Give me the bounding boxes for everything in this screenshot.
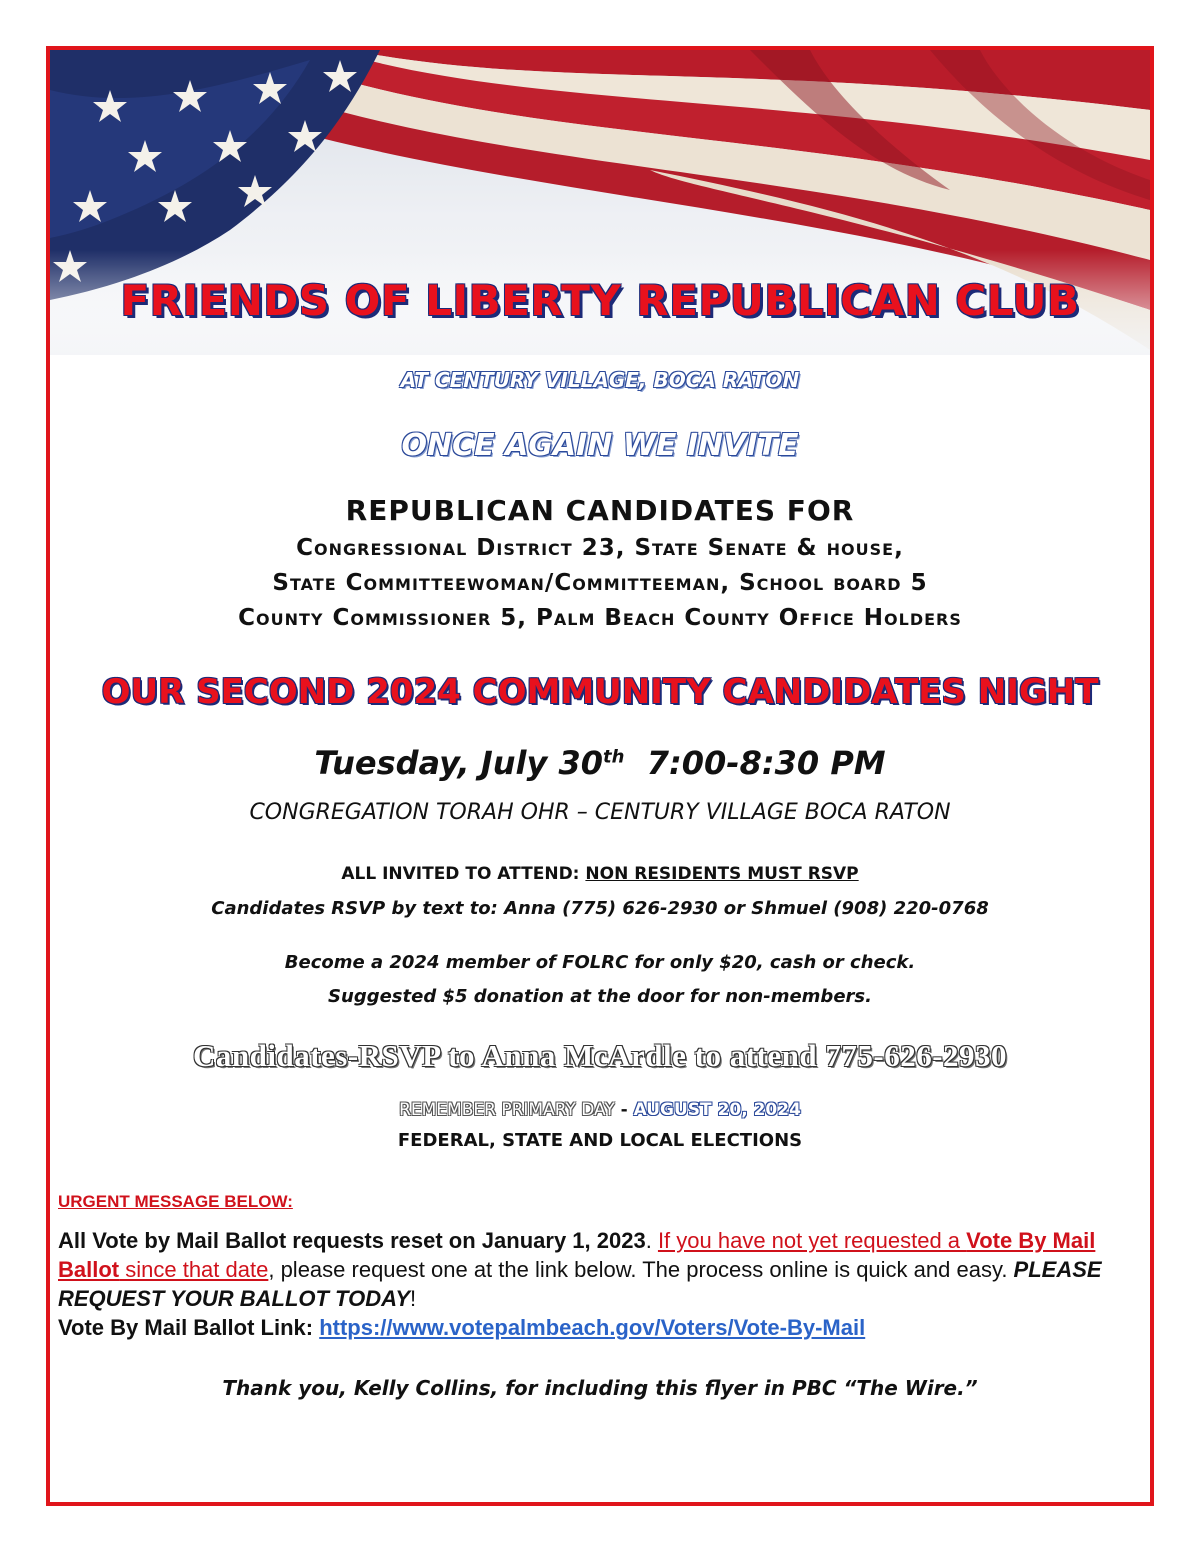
thanks-note: Thank you, Kelly Collins, for including this flyer in PBC “The Wire.” (222, 1376, 978, 1400)
primary-label: REMEMBER PRIMARY DAY (399, 1100, 615, 1120)
event-date: Tuesday, July 30 (314, 744, 603, 782)
event-venue: CONGREGATION TORAH OHR – CENTURY VILLAGE BOCA RATON (249, 800, 951, 825)
candidate-rsvp-text: Candidates RSVP by text to: Anna (775) 626-2930 or Shmuel (908) 220-0768 (211, 898, 989, 919)
candidates-heading: REPUBLICAN CANDIDATES FOR (345, 494, 855, 527)
flyer-frame (46, 46, 1154, 1506)
ballot-message (58, 1226, 1138, 1313)
ballot-link-line (58, 1315, 1138, 1341)
primary-day-reminder (50, 1100, 1150, 1120)
reset-notice: All Vote by Mail Ballot requests reset on January 1, 2023 (58, 1228, 646, 1253)
vote-by-mail-link[interactable]: https://www.votepalmbeach.gov/Voters/Vote-By-Mail (319, 1315, 866, 1340)
club-title: FRIENDS OF LIBERTY REPUBLICAN CLUB (120, 276, 1080, 325)
membership-offer: Become a 2024 member of FOLRC for only $20, cash or check. (284, 952, 916, 973)
request-warning-end: since that date (119, 1257, 269, 1282)
office-line: County Commissioner 5, Palm Beach County Office Holders (238, 605, 962, 631)
office-line: Congressional District 23, State Senate & house, (296, 535, 904, 561)
attend-notice (50, 864, 1150, 884)
primary-dash: - (614, 1100, 634, 1120)
office-line: State Committeewoman/Committeeman, School board 5 (272, 570, 928, 596)
attend-text: ALL INVITED TO ATTEND: (341, 864, 586, 884)
location-subtitle: AT CENTURY VILLAGE, BOCA RATON (400, 368, 800, 392)
event-time: 7:00-8:30 PM (646, 744, 886, 782)
process-text: , please request one at the link below. The process online is quick and easy. (268, 1257, 1014, 1282)
reset-period: . (645, 1228, 658, 1253)
date-suffix: th (603, 746, 625, 768)
event-date-time (50, 744, 1150, 782)
primary-date: AUGUST 20, 2024 (633, 1100, 801, 1120)
vote-by-mail-ballot: Vote By Mail Ballot (58, 1228, 1096, 1282)
link-label: Vote By Mail Ballot Link (58, 1315, 306, 1340)
nonresident-rsvp: NON RESIDENTS MUST RSVP (585, 864, 859, 884)
flag-banner-image (50, 50, 1150, 355)
invite-heading: ONCE AGAIN WE INVITE (401, 428, 799, 463)
candidates-rsvp-anna: Candidates-RSVP to Anna McArdle to attend 775-626-2930 (192, 1038, 1008, 1073)
elections-line: FEDERAL, STATE AND LOCAL ELECTIONS (397, 1130, 803, 1151)
donation-note: Suggested $5 donation at the door for non-members. (328, 986, 872, 1007)
link-colon: : (305, 1315, 320, 1340)
exclaim: ! (410, 1286, 417, 1311)
request-warning-text: If you have not yet requested a (657, 1228, 967, 1253)
request-today: PLEASE REQUEST YOUR BALLOT TODAY (58, 1257, 1102, 1311)
event-title: OUR SECOND 2024 COMMUNITY CANDIDATES NIGHT (101, 672, 1099, 712)
urgent-message-heading: URGENT MESSAGE BELOW: (58, 1192, 293, 1211)
